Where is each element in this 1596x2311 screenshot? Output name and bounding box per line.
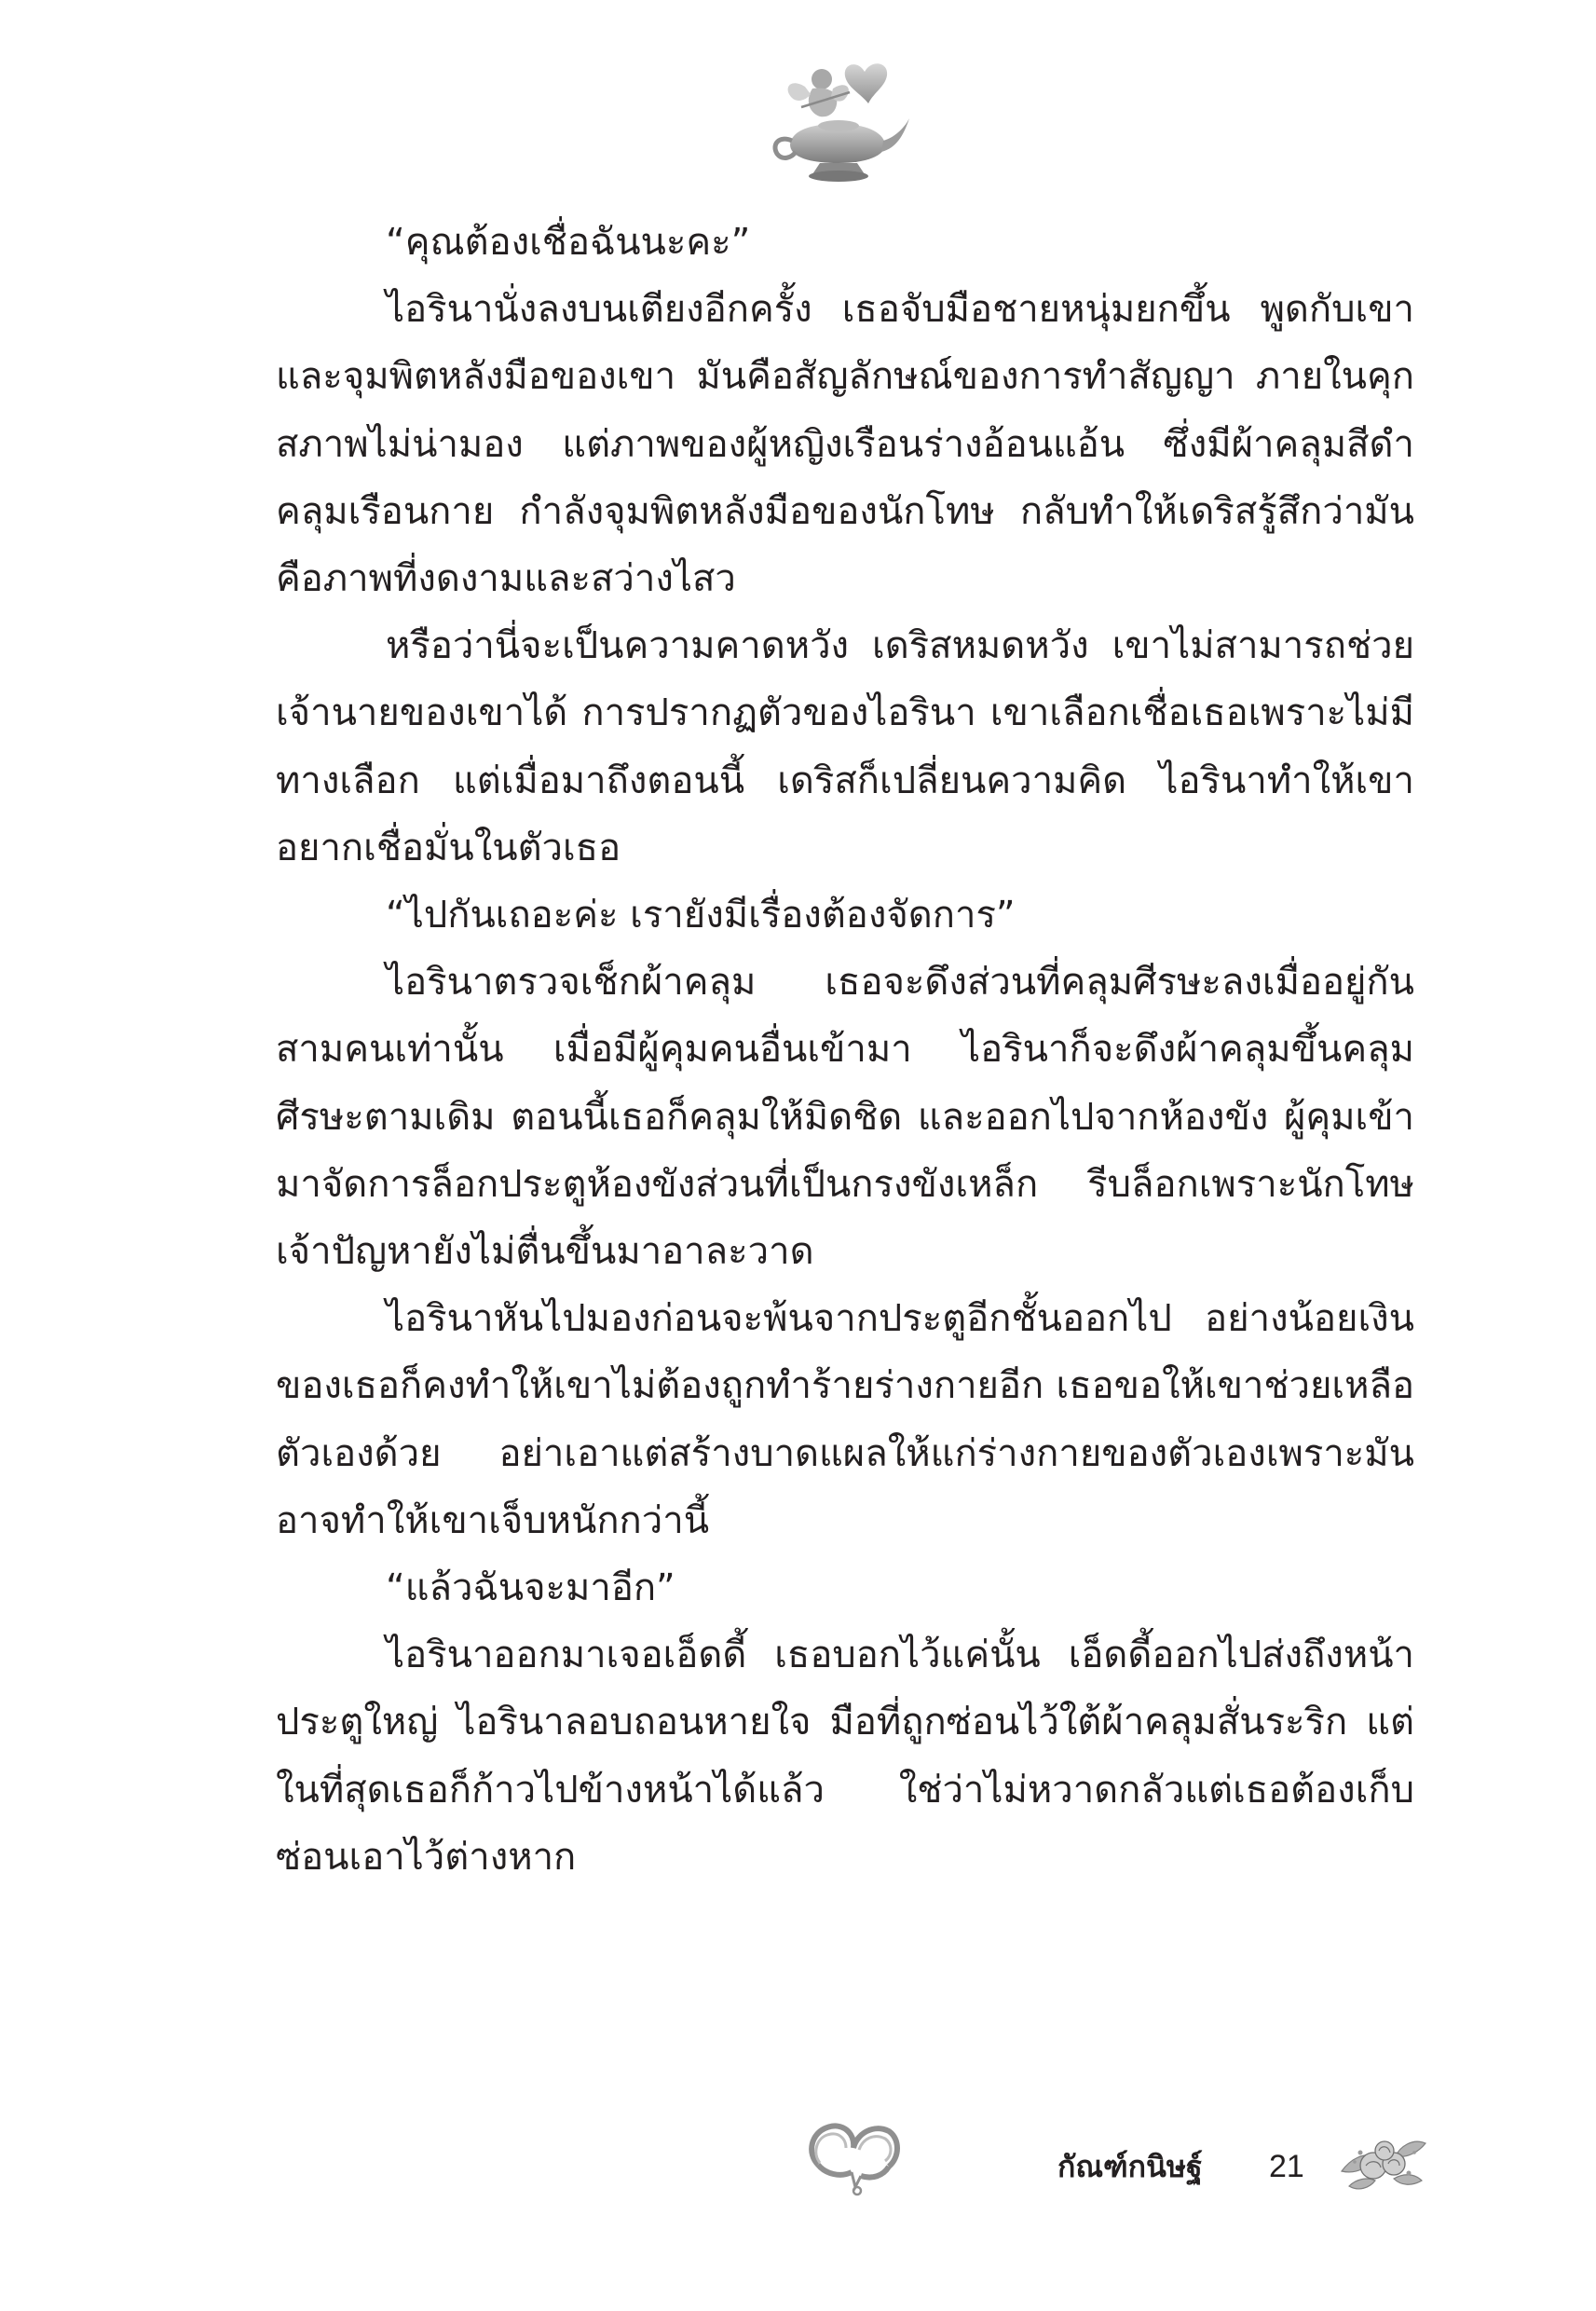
page-number: 21 (1269, 2149, 1304, 2184)
paragraph-7: “แล้วฉันจะมาอีก” (386, 1566, 675, 1610)
paragraph-5: ไอรินาตรวจเช็กผ้าคลุม เธอจะดึงส่วนที่คลุมศีรษะลงเมื่ออยู่กันสามคนเท่านั้น เมื่อมีผู้คุมคนอื่นเข้ามา ไอรินาก็จะดึงผ้าคลุมขึ้นคลุมศีรษะตามเดิม ตอนนี้เธอก็คลุมให้มิดชิด และออกไปจากห้องขัง ผู้คุมเข้ามาจัดการล็อกประตูห้องขังส่วนที่เป็นกรงขังเหล็ก รีบล็อกเพราะนักโทษเจ้าปัญหายังไม่ตื่นขึ้นมาอาละวาด (276, 961, 1414, 1274)
paragraph-8: ไอรินาออกมาเจอเอ็ดดี้ เธอบอกไว้แค่นั้น เอ็ดดี้ออกไปส่งถึงหน้าประตูใหญ่ ไอรินาลอบถอนหายใจ มือที่ถูกซ่อนไว้ใต้ผ้าคลุมสั่นระริก แต่ในที่สุดเธอก็ก้าวไปข้างหน้าได้แล้ว ใช่ว่าไม่หวาดกลัวแต่เธอต้องเก็บซ่อนเอาไว้ต่างหาก (276, 1634, 1414, 1879)
body-text (276, 209, 1414, 1891)
paragraph-6: ไอรินาหันไปมองก่อนจะพ้นจากประตูอีกชั้นออกไป อย่างน้อยเงินของเธอก็คงทำให้เขาไม่ต้องถูกทำร้ายร่างกายอีก เธอขอให้เขาช่วยเหลือตัวเองด้วย อย่าเอาแต่สร้างบาดแผลให้แก่ร่างกายของตัวเองเพราะมันอาจทำให้เขาเจ็บหนักกว่านี้ (276, 1297, 1414, 1542)
cupid-teapot-icon (764, 51, 913, 191)
handcuffs-icon (799, 2111, 902, 2199)
page-footer (0, 2111, 1596, 2222)
flower-icon (1332, 2125, 1435, 2195)
paragraph-3: หรือว่านี่จะเป็นความคาดหวัง เดริสหมดหวัง เขาไม่สามารถช่วยเจ้านายของเขาได้ การปรากฏตัวของไอรินา เขาเลือกเชื่อเธอเพราะไม่มีทางเลือก แต่เมื่อมาถึงตอนนี้ เดริสก็เปลี่ยนความคิด ไอรินาทำให้เขาอยากเชื่อมั่นในตัวเธอ (276, 624, 1414, 869)
book-title: กัณฑ์กนิษฐ์ (1057, 2149, 1203, 2184)
paragraph-1: “คุณต้องเชื่อฉันนะคะ” (386, 221, 751, 264)
paragraph-2: ไอรินานั่งลงบนเตียงอีกครั้ง เธอจับมือชายหนุ่มยกขึ้น พูดกับเขาและจุมพิตหลังมือของเขา มันคือสัญลักษณ์ของการทำสัญญา ภายในคุก สภาพไม่น่ามอง แต่ภาพของผู้หญิงเรือนร่างอ้อนแอ้น ซึ่งมีผ้าคลุมสีดำคลุมเรือนกาย กำลังจุมพิตหลังมือของนักโทษ กลับทำให้เดริสรู้สึกว่ามันคือภาพที่งดงามและสว่างไสว (276, 288, 1414, 601)
paragraph-4: “ไปกันเถอะค่ะ เรายังมีเรื่องต้องจัดการ” (386, 894, 1016, 937)
